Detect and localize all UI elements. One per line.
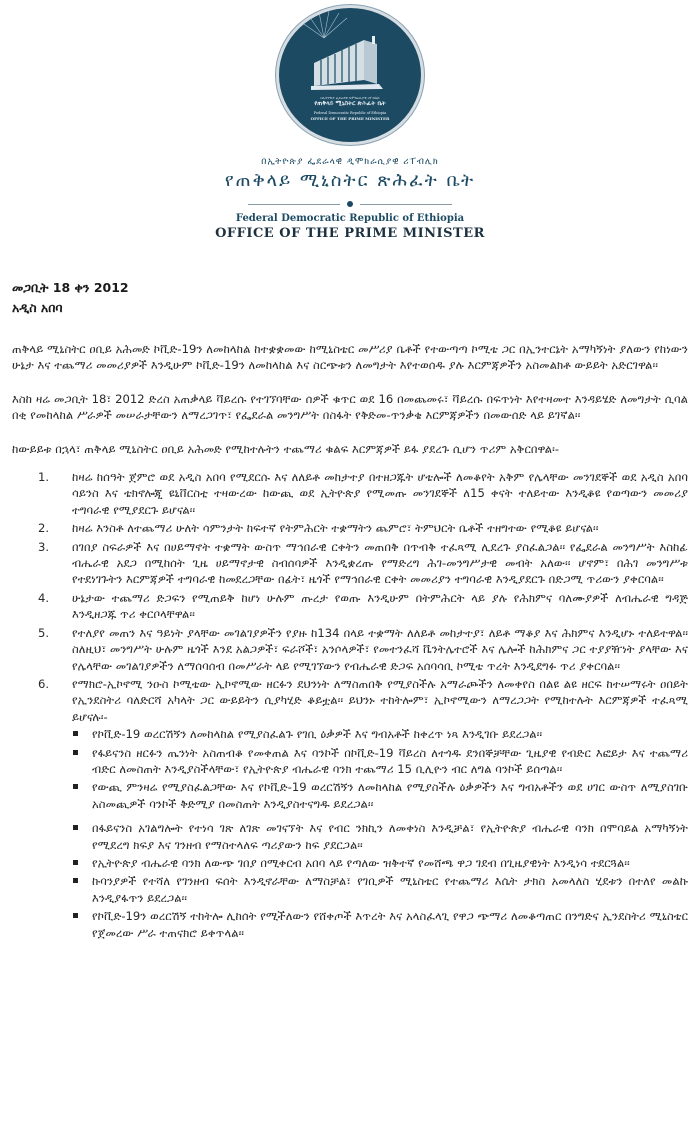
economic-measures-sublist — [72, 726, 688, 941]
measure-item: ከዛሬ ከሰዓት ጀምሮ ወደ አዲስ አበባ የሚደርሱ እና ለለይቶ መከታተያ በተዘጋጁት ሆቴሎች ለመቆየት አቅም የሌላቸው መንገደኞች ወደ አዲስ አበባ ሳይንስ እና ቴክኖሎጂ ዩኒቨርስቲ ተዛውረው ከውጪ ወደ ኢትዮጵያ የሚመጡ መንገደኞች ለ15 ቀናት ተለይተው እንዲቆዩ የወጣውን መመሪያ ተግባራዊ የሚያደርጉ ይሆናል፡፡ — [72, 470, 688, 517]
economic-measure-bullet: የኮቪድ-19ን ወረርሽኝ ተከትሎ ሊከሰት የሚችለውን የሸቀጦች እጥረት እና አላስፈላጊ የዋጋ ጭማሪ ለመቆጣጠር በንግድና ኢንደስትሪ ሚኒስቴር የጀመረው ሥራ ተጠናክሮ ይቀጥላል፡፡ — [72, 908, 688, 941]
economic-measure-bullet: የኢትዮጵያ ብሔራዊ ባንክ ለውጭ ገበያ በሚቀርብ አበባ ላይ የጣለው ዝቅተኛ የመሸጫ ዋጋ ገደብ በጊዜያዊነት እንዲነሳ ተደርጓል፡፡ — [72, 855, 688, 871]
letterhead-divider — [248, 201, 452, 209]
letterhead-amharic-country: በኢትዮጵያ ፌደራላዊ ዲሞክራሲያዊ ሪፐብሊክ — [261, 157, 439, 167]
document-place: አዲስ አበባ — [12, 300, 63, 315]
divider-line-left — [248, 204, 340, 205]
divider-dot — [347, 201, 353, 207]
measures-list — [12, 469, 688, 941]
measure-item: የተለያየ መጠን እና ዓይነት ያላቸው መገልገያዎችን የያዙ ከ134 በላይ ተቋማት ለለይቶ መከታተያ፣ ለይቶ ማቆያ እና ሕክምና እንዲሆኑ ተለይተዋል፡፡ ስለዚህ፣ መንግሥት ሁሉም ዜጎች እንደ አልጋዎች፣ ፍራሾች፣ አንሶላዎች፣ የመተንፈሻ ቬንትሌተሮች እና ሌሎች ከሕክምና ጋር ተያያዥነት ያላቸው እና የሌላቸው መገልገያዎችን ለማሰባሰብ በመሥራት ላይ የሚገኘውን የብሔራዊ ድጋፍ አሰባሳቢ ኮሚቴ ጥረት እንዲደግፉ ጥሪ ያቀርባል፡፡ — [72, 625, 688, 673]
economic-measure-bullet: ኩባንያዎች የተሻለ የገንዘብ ፍሰት እንዲኖራቸው ለማስቻል፣ የገቢዎች ሚኒስቴር የተጨማሪ እሴት ታክስ አመላለስ ሂደቱን በተለየ መልኩ እንዲያፋጥን ይደረጋል፡፡ — [72, 873, 688, 906]
measures-intro-paragraph: ከውይይቱ በኋላ፣ ጠቅላይ ሚኒስትር ዐቢይ አሕመድ የሚከተሉትን ተጨማሪ ቁልፍ እርምጃዎች ይፋ ያደረጉ ሲሆን ጥሪም አቅርበዋል፡- — [12, 441, 560, 456]
economic-measure-bullet: የኮቪድ-19 ወረርሽኝን ለመከላከል የሚያስፈልጉ የገቢ ዕቃዎች እና ግብአቶች ከቀረጥ ነጻ እንዲገቡ ይደረጋል፡፡ — [72, 726, 688, 742]
measure-item: ሁኔታው ተጨማሪ ድጋፍን የሚጠይቅ ከሆነ ሁሉም ጡረታ የወጡ እንዲሁም በትምሕርት ላይ ያሉ የሕክምና ባለሙያዎች ለብሔራዊ ግዳጅ እንዲዘጋጁ ጥሪ ቀርቦላቸዋል፡፡ — [72, 590, 688, 622]
office-seal-logo — [279, 8, 421, 142]
measure-item: በገበያ ስፍራዎች እና በሀይማኖት ተቋማት ውስጥ ማኅበራዊ ርቀትን መጠበቅ በጥብቅ ተፈጻሚ ሊደረጉ ያስፈልጋል፡፡ የፌደራል መንግሥት እስከፊ ብሔራዊ አደጋ በሚከሰት ጊዜ ሀይማኖታዊ ስብሰባዎች እንዲቋረጡ የማድረግ ሕገ-መንግሥታዊ መብት አለው፡፡ ሆኖም፣ በሕገ መንግሥቱ የተደነገጉትን እርምጃዎች ተግባራዊ ከመደረጋቸው በፊት፣ ዜጎች የማኅበራዊ ርቀት መመሪያን ተግባራዊ እንዲያደርጉ በድጋሚ ጥሪውን ያቀርባል፡፡ — [72, 539, 688, 587]
dateline — [12, 278, 129, 318]
measure-item: ከዛሬ እንስቶ ለተጨማሪ ሁለት ሳምንታት ከፍተኛ የትምሕርት ተቋማትን ጨምሮ፣ ትምህርት ቤቶች ተዘግተው የሚቆዩ ይሆናል፡፡ — [72, 521, 599, 536]
seal-english-title: OFFICE OF THE PRIME MINISTER — [310, 116, 390, 121]
seal-amharic-small-text: በኢትዮጵያ ፌደራላዊ ዲሞክራሲያዊ ሪፐብሊክ — [320, 96, 380, 100]
press-release-body — [12, 341, 688, 943]
measure-item-text: የማክሮ-ኢኮኖሚ ንዑስ ኮሚቴው ኢኮኖሚው ዘርፉን ደህንነት ለማስጠበቅ የሚያስችሉ አማራጮችን ለመቀየስ በልዩ ልዩ ዘርፍ ከተሠማሩት ዐበይት የኢንደስትሪ ባለድርሻ አካላት ጋር ውይይትን ሲያካሂድ ቆይቷል፡፡ ይህንኑ ተከትሎም፣ ኢኮኖሚውን ለማረጋጋት የሚከተሉት እርምጃዎች ተፈጻሚ ይሆናሉ፡- — [72, 676, 688, 724]
seal-english-small-text: Federal Democratic Republic of Ethiopia — [313, 111, 387, 115]
letterhead-english-country: Federal Democratic Republic of Ethiopia — [235, 213, 465, 224]
status-paragraph: እስከ ዛሬ መጋቢት 18፣ 2012 ድረስ አጠቃላይ ቫይረሱ የተገኘባቸው ሰዎች ቁጥር ወደ 16 በመጨመሩ፣ ቫይረሱ በፍጥነት እየተዛመተ እንዳይሄድ ለመግታት ሲባል በቂ የመከላከል ሥራዎች መሠራታቸውን ለማረጋገጥ፣ የፌደራል መንግሥት በስፋት የቅድመ-ጥንቃቄ እርምጃዎችን በመውሰድ ላይ ይገኛል፡፡ — [12, 391, 688, 423]
document-date: መጋቢት 18 ቀን 2012 — [12, 280, 129, 295]
seal-amharic-title: የጠቅላይ ሚኒስትር ጽሕፈት ቤት — [314, 100, 386, 107]
intro-paragraph: ጠቅላይ ሚኒስትር ዐቢይ አሕመድ ኮቪድ-19ን ለመከላከል ከተቋቋመው ከሚኒስቴር መሥሪያ ቤቶች የተውጣጣ ኮሚቴ ጋር በኢንተርኔት አማካኝነት ያለውን የከነውን ሁኔታ እና ተጨማሪ መመሪያዎች እንዲሁም ኮቪድ-19ን ለመከላከል እና ስርጭቱን ለመግታት እየተወሰዱ ያሉ እርምጃዎችን አስመልክቶ ውይይት አድርገዋል፡፡ — [12, 342, 688, 373]
economic-measure-bullet: የውጪ ምንዛሬ የሚያስፈልጋቸው እና የኮቪድ-19 ወረርሽኝን ለመከላከል የሚያስችሉ ዕቃዎችን እና ግብአቶችን ወደ ሀገር ውስጥ ለሚያስገቡ አስመጪዎች ባንኮች ቅድሚያ በመስጠት እንዲያስተናግዱ ይደረጋል፡፡ — [72, 779, 688, 812]
letterhead — [0, 0, 700, 250]
letterhead-amharic-office: የጠቅላይ ሚኒስትር ጽሕፈት ቤት — [224, 170, 476, 191]
divider-line-right — [360, 204, 452, 205]
building-emblem-icon — [279, 8, 421, 142]
letterhead-english-office: OFFICE OF THE PRIME MINISTER — [215, 226, 485, 241]
measure-item-economic — [72, 676, 688, 941]
economic-measure-bullet: በፋይናንስ አገልግሎት የተነሳ ገጽ ለገጽ መገናኘት እና የብር ንክኪን ለመቀነስ እንዲቻል፣ የኢትዮጵያ ብሔራዊ ባንክ በሞባይል አማካኝነት የሚደረግ ክፍያ እና ገንዘብ የማስተላለፍ ጣሪያውን ከፍ ያደርጋል፡፡ — [72, 820, 688, 853]
economic-measure-bullet: የፋይናንስ ዘርፉን ጤንነት አስጠብቆ የመቀጠል እና ባንኮች በኮቪድ-19 ቫይረስ ለተጎዱ ደንበኞቻቸው ጊዜያዊ የብድር እፎይታ እና ተጨማሪ ብድር ለመስጠት እንዲያስችላቸው፣ የኢትዮጵያ ብሔራዊ ባንክ ተጨማሪ 15 ቢሊዮን ብር ለግል ባንኮች ይሰጣል፡፡ — [72, 745, 688, 778]
